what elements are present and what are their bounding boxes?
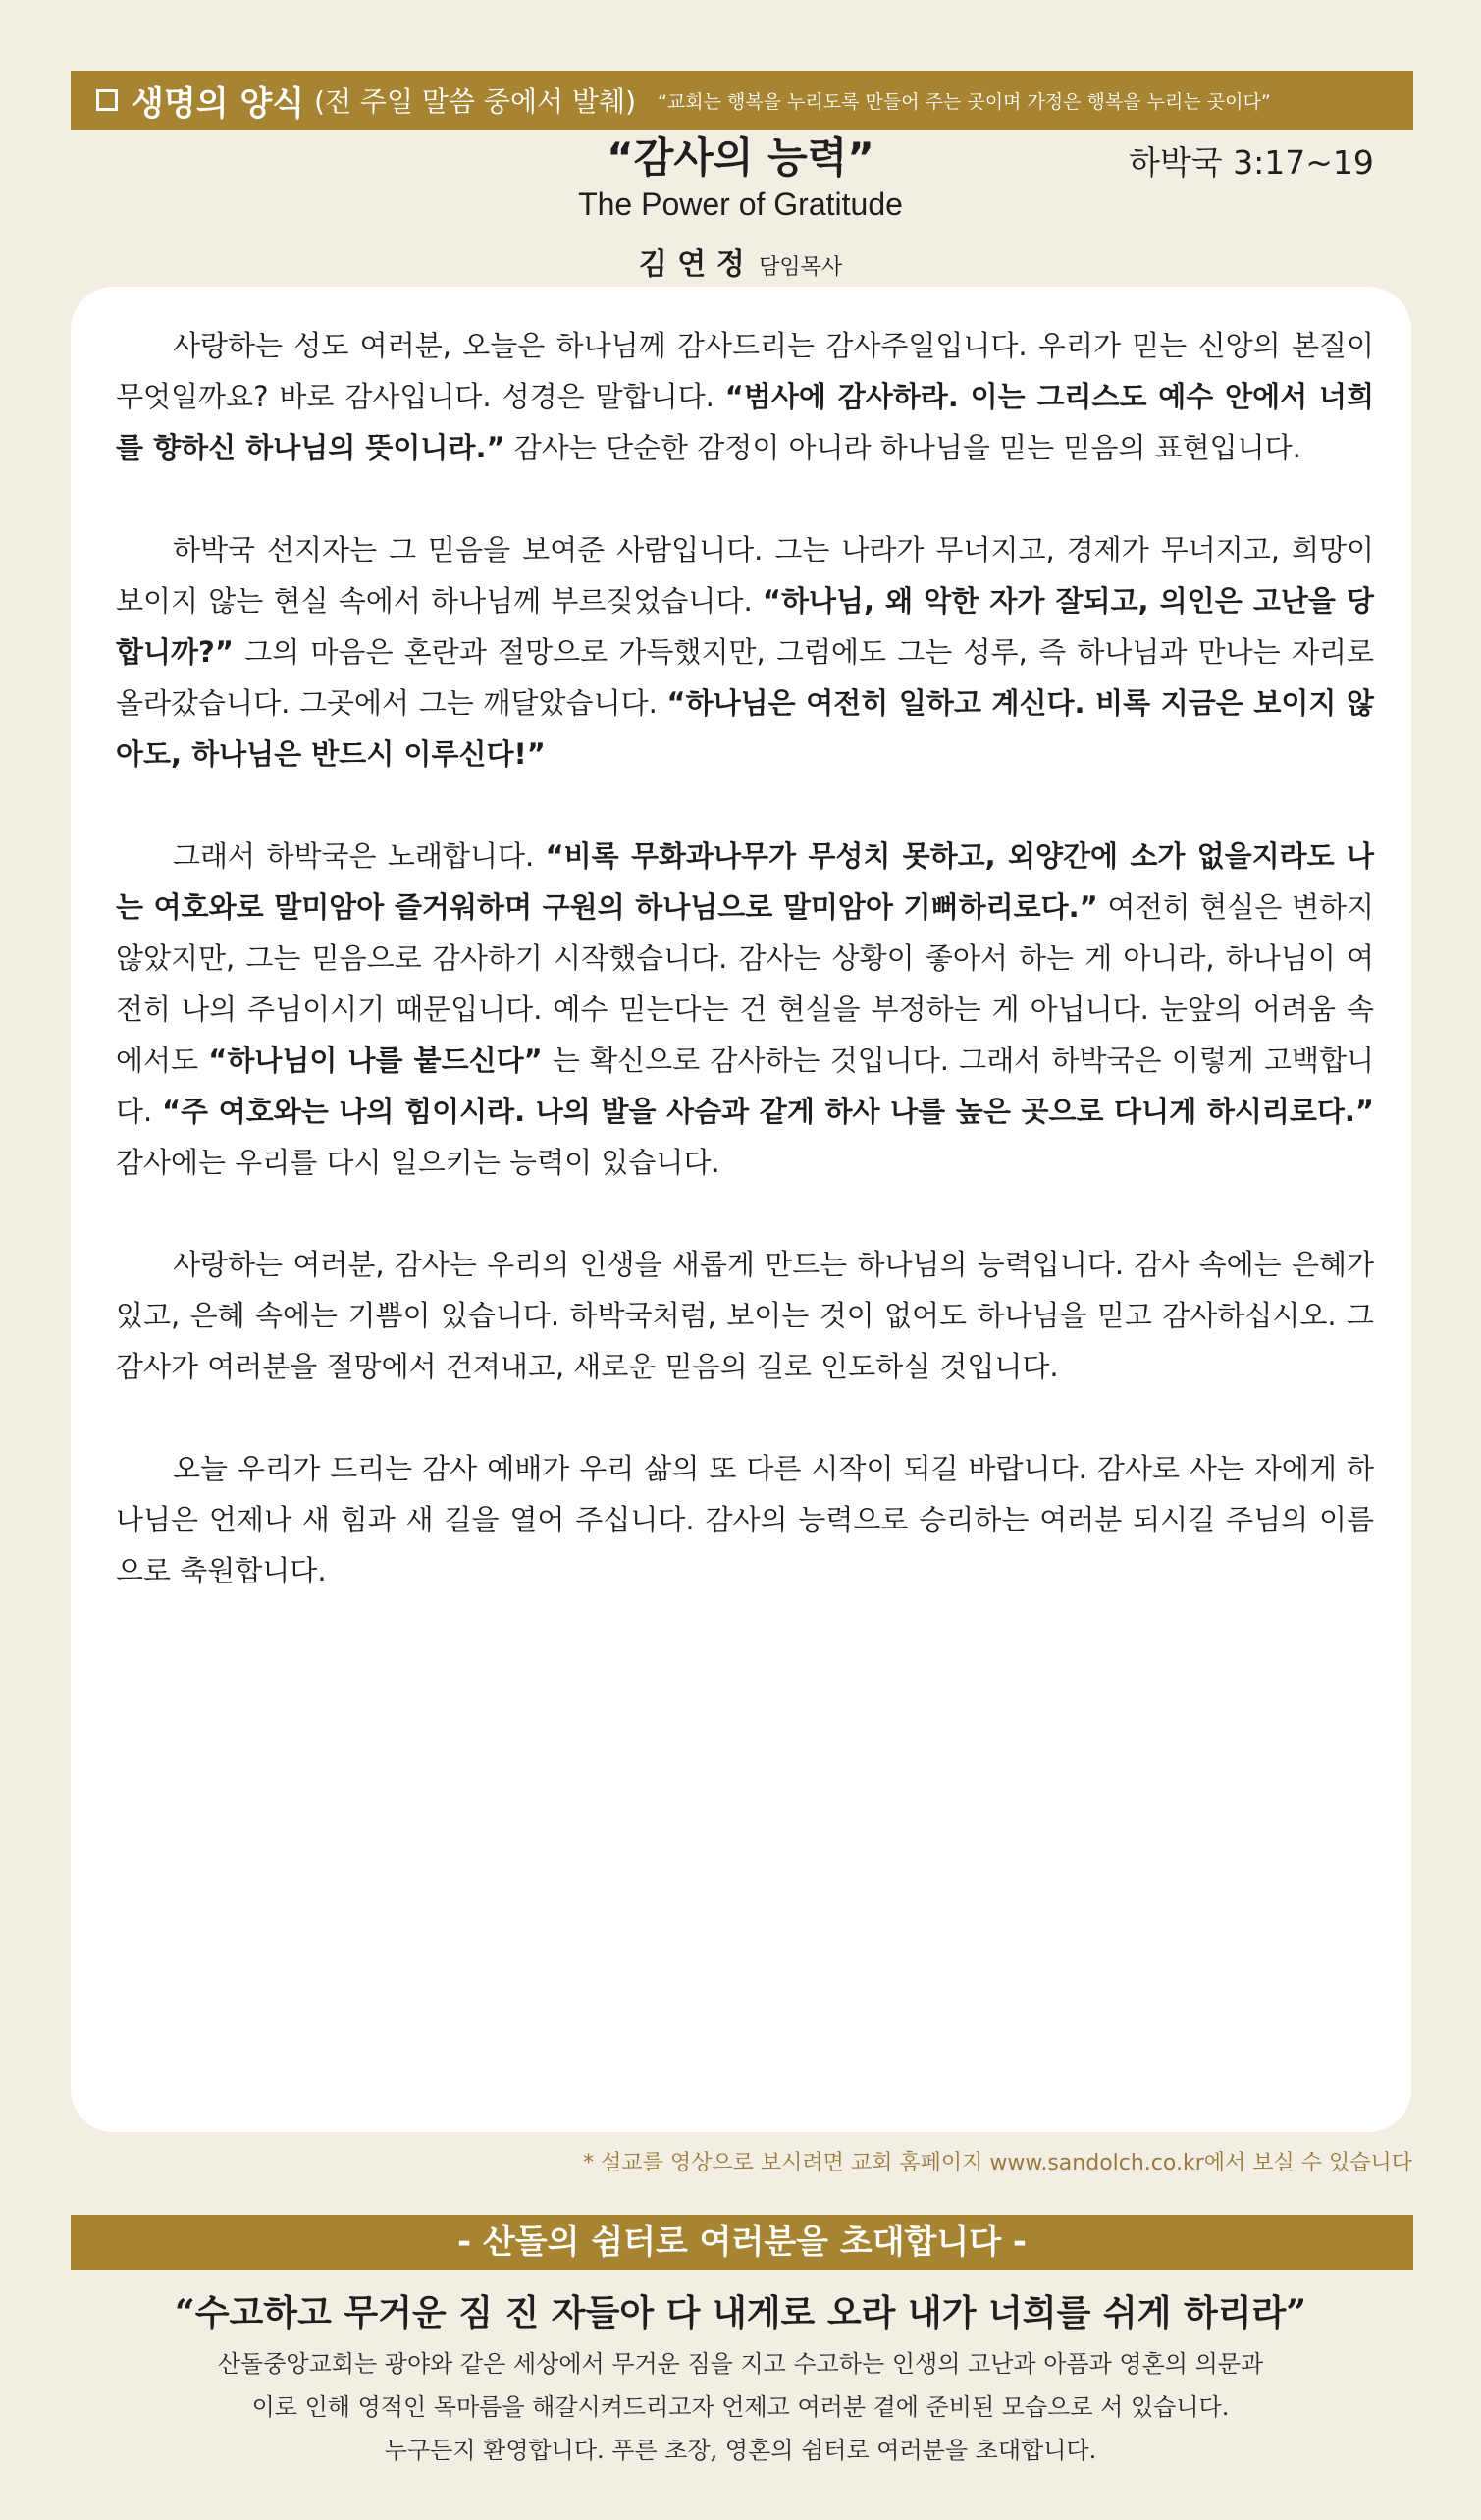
section-label: 생명의 양식	[132, 83, 305, 124]
paragraph-text: 감사는 단순한 감정이 아니라 하나님을 믿는 믿음의 표현입니다.	[504, 431, 1301, 464]
scripture-quote: “하나님, 왜 악한 자가 잘되고, 의인은 고난을 당합니까?”	[116, 584, 1374, 669]
scripture-quote: “하나님은 여전히 일하고 계신다. 비록 지금은 보이지 않아도, 하나님은 반드시 이루신다!”	[116, 686, 1375, 771]
paragraph-text: 사랑하는 성도 여러분, 오늘은 하나님께 감사드리는 감사주일입니다. 우리가 믿는 신앙의 본질이 무엇일까요? 바로 감사입니다. 성경은 말합니다.	[116, 329, 1374, 413]
paragraph-text: 는 확신으로 감사하는 것입니다. 그래서 하박국은 이렇게 고백합니다.	[116, 1044, 1375, 1128]
invite-quote: “수고하고 무거운 짐 진 자들아 다 내게로 오라 내가 너희를 쉬게 하리라”	[174, 2292, 1306, 2333]
sermon-english-title: The Power of Gratitude	[578, 187, 903, 222]
paragraph-text: 여전히 현실은 변하지 않았지만, 그는 믿음으로 감사하기 시작했습니다. 감사는 상황이 좋아서 하는 게 아니라, 하나님이 여전히 나의 주님이시기 때문입니다. 예수 믿는다는 건 현실을 부정하는 게 아닙니다. 눈앞의 어려움 속에서도	[116, 890, 1375, 1077]
sermon-body	[71, 287, 1411, 2132]
scripture-quote: “범사에 감사하라. 이는 그리스도 예수 안에서 너희를 향하신 하나님의 뜻이니라.”	[116, 380, 1375, 464]
invite-line: 이로 인해 영적인 목마름을 해갈시켜드리고자 언제고 여러분 곁에 준비된 모습으로 서 있습니다.	[251, 2393, 1230, 2421]
paragraph-text: 오늘 우리가 드리는 감사 예배가 우리 삶의 또 다른 시작이 되길 바랍니다. 감사로 사는 자에게 하나님은 언제나 새 힘과 새 길을 열어 주십니다. 감사의 능력으로 승리하는 여러분 되시길 주님의 이름으로 축원합니다.	[116, 1452, 1374, 1587]
invite-line: 누구든지 환영합니다. 푸른 초장, 영혼의 쉼터로 여러분을 초대합니다.	[384, 2437, 1097, 2464]
sermon-paragraph	[116, 320, 1374, 473]
preacher	[0, 240, 1481, 283]
church-motto: “교회는 행복을 누리도록 만들어 주는 곳이며 가정은 행복을 누리는 곳이다”	[658, 90, 1271, 113]
paragraph-text: 감사에는 우리를 다시 일으키는 능력이 있습니다.	[116, 1146, 720, 1179]
scripture-reference: 하박국 3:17~19	[1129, 143, 1374, 182]
paragraph-text: 그래서 하박국은 노래합니다.	[173, 839, 546, 873]
scripture-quote: “비록 무화과나무가 무성치 못하고, 외양간에 소가 없을지라도 나는 여호와로 말미암아 즐거워하며 구원의 하나님으로 말미암아 기뻐하리로다.”	[116, 839, 1374, 924]
sermon-paragraph	[116, 831, 1374, 1188]
paragraph-text: 사랑하는 여러분, 감사는 우리의 인생을 새롭게 만드는 하나님의 능력입니다. 감사 속에는 은혜가 있고, 은혜 속에는 기쁨이 있습니다. 하박국처럼, 보이는 것이 없어도 하나님을 믿고 감사하십시오. 그 감사가 여러분을 절망에서 건져내고, 새로운 믿음의 길로 인도하실 것입니다.	[116, 1248, 1374, 1383]
preacher-name: 김 연 정	[638, 247, 745, 282]
checkbox-square-icon	[96, 89, 118, 111]
paragraph-text: 그의 마음은 혼란과 절망으로 가득했지만, 그럼에도 그는 성루, 즉 하나님과 만나는 자리로 올라갔습니다. 그곳에서 그는 깨달았습니다.	[116, 635, 1374, 720]
section-header-bar	[71, 71, 1413, 130]
invite-line: 산돌중앙교회는 광야와 같은 세상에서 무거운 짐을 지고 수고하는 인생의 고난과 아픔과 영혼의 의문과	[217, 2350, 1264, 2378]
sermon-paragraph	[116, 1239, 1374, 1392]
scripture-quote: “하나님이 나를 붙드신다”	[208, 1044, 543, 1077]
section-note: (전 주일 말씀 중에서 발췌)	[314, 85, 636, 118]
scripture-quote: “주 여호와는 나의 힘이시라. 나의 발을 사슴과 같게 하사 나를 높은 곳으로 다니게 하시리로다.”	[162, 1095, 1374, 1128]
sermon-paragraph	[116, 1443, 1374, 1596]
paragraph-text: 하박국 선지자는 그 믿음을 보여준 사람입니다. 그는 나라가 무너지고, 경제가 무너지고, 희망이 보이지 않는 현실 속에서 하나님께 부르짖었습니다.	[116, 533, 1374, 617]
video-note: * 설교를 영상으로 보시려면 교회 홈페이지 www.sandolch.co.kr에서 보실 수 있습니다	[583, 2151, 1412, 2175]
invite-banner: - 산돌의 쉼터로 여러분을 초대합니다 -	[71, 2215, 1413, 2270]
invite-text	[0, 2342, 1481, 2472]
sermon-paragraph	[116, 524, 1374, 779]
sermon-title: “감사의 능력”	[607, 134, 874, 182]
preacher-role: 담임목사	[759, 255, 843, 280]
